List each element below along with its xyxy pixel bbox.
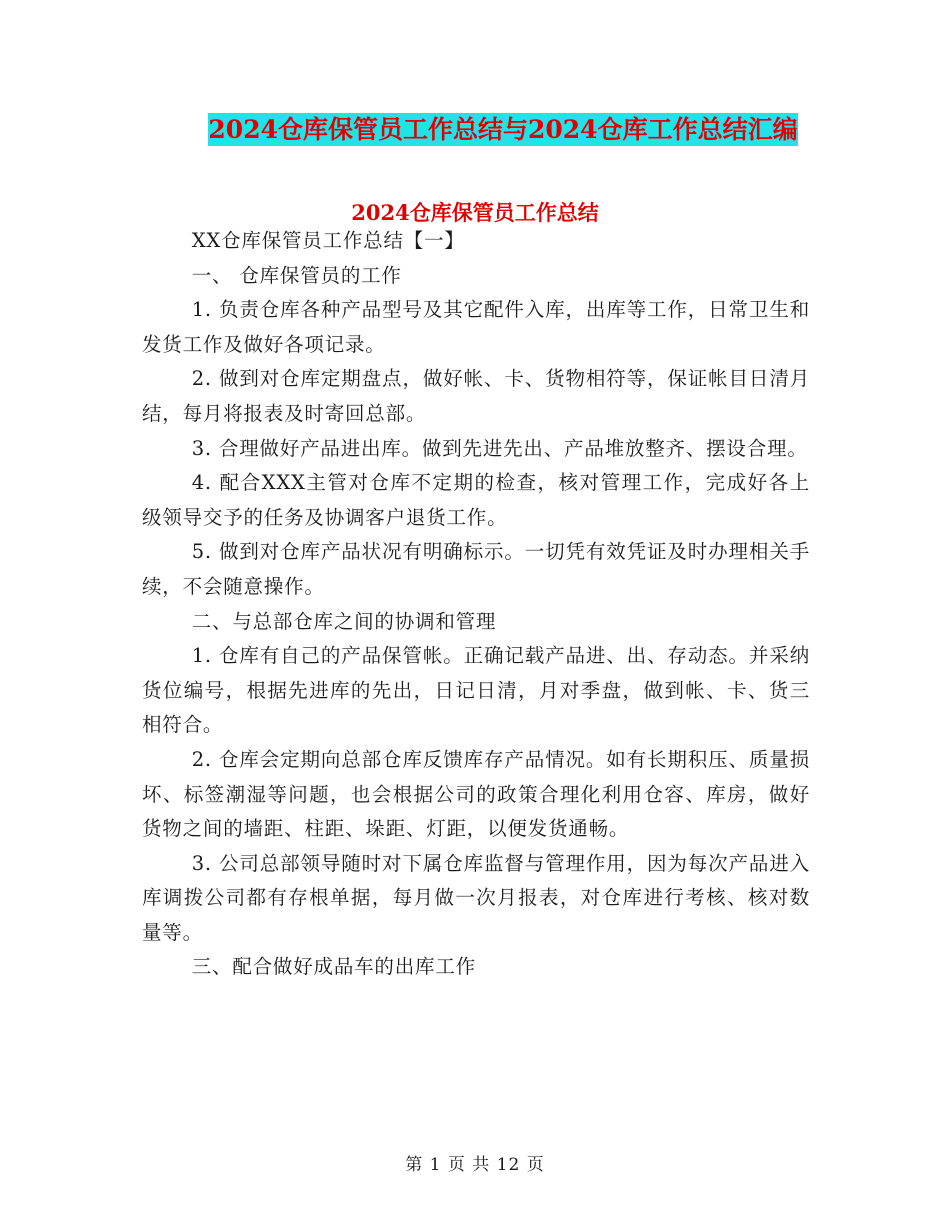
document-title bbox=[0, 112, 950, 148]
heading-section-3: 三、配合做好成品车的出库工作 bbox=[191, 955, 476, 979]
document-body bbox=[142, 224, 810, 985]
paragraph: 1. 仓库有自己的产品保管帐。正确记载产品进、出、存动态。并采纳货位编号，根据先进库的先出，日记日清，月对季盘，做到帐、卡、货三相符合。 bbox=[142, 644, 810, 737]
paragraph-subtitle: XX仓库保管员工作总结【一】 bbox=[191, 229, 465, 252]
page-footer: 第 1 页 共 12 页 bbox=[405, 1155, 545, 1175]
document-title-text: 2024仓库保管员工作总结与2024仓库工作总结汇编 bbox=[208, 115, 798, 144]
paragraph: 4. 配合XXX主管对仓库不定期的检查，核对管理工作，完成好各上级领导交予的任务及协调客户退货工作。 bbox=[142, 471, 810, 529]
section-title: 2024仓库保管员工作总结 bbox=[351, 200, 599, 225]
paragraph: 1. 负责仓库各种产品型号及其它配件入库，出库等工作，日常卫生和发货工作及做好各项记录。 bbox=[142, 298, 810, 356]
paragraph: 5. 做到对仓库产品状况有明确标示。一切凭有效凭证及时办理相关手续，不会随意操作。 bbox=[142, 540, 810, 598]
heading-section-2: 二、与总部仓库之间的协调和管理 bbox=[191, 609, 497, 633]
paragraph: 2. 做到对仓库定期盘点，做好帐、卡、货物相符等，保证帐目日清月结，每月将报表及时寄回总部。 bbox=[142, 367, 810, 425]
paragraph: 2. 仓库会定期向总部仓库反馈库存产品情况。如有长期积压、质量损坏、标签潮湿等问题，也会根据公司的政策合理化利用仓容、库房，做好货物之间的墙距、柱距、垛距、灯距，以便发货通畅。 bbox=[142, 747, 810, 841]
heading-section-1: 一、 仓库保管员的工作 bbox=[191, 263, 402, 287]
paragraph: 3. 合理做好产品进出库。做到先进先出、产品堆放整齐、摆设合理。 bbox=[191, 436, 808, 460]
paragraph: 3. 公司总部领导随时对下属仓库监督与管理作用，因为每次产品进入库调拨公司都有存根单据，每月做一次月报表，对仓库进行考核、核对数量等。 bbox=[142, 851, 810, 944]
